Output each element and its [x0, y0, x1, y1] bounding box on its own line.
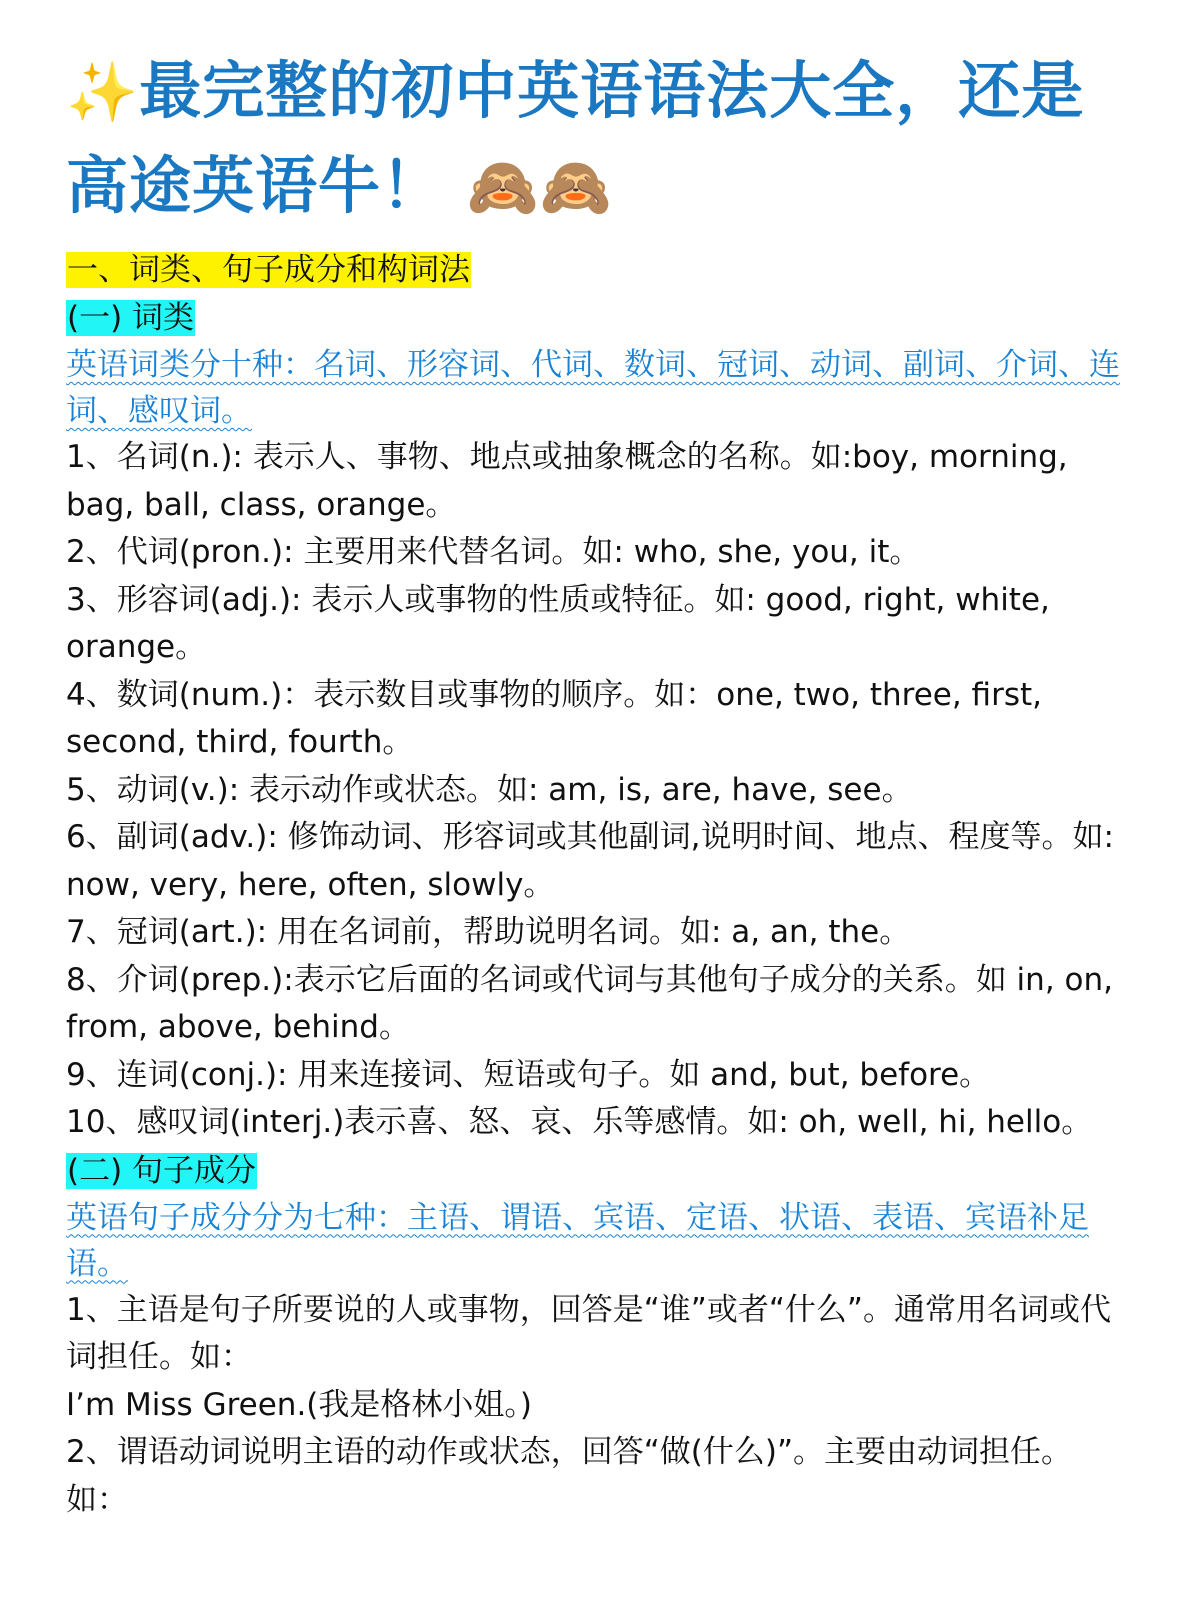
list-item: I’m Miss Green.(我是格林小姐。)	[66, 1386, 532, 1423]
word-classes-summary: 英语词类分十种：名词、形容词、代词、数词、冠词、动词、副词、介词、连词、感叹词。	[66, 347, 1120, 429]
subsection-heading-sentence-components	[66, 1147, 1134, 1195]
subsection-heading-text: (二) 句子成分	[67, 1152, 257, 1189]
list-item: 2、代词(pron.): 主要用来代替名词。如: who, she, you, it。	[66, 534, 921, 570]
sentence-components-summary: 英语句子成分分为七种：主语、谓语、宾语、定语、状语、表语、宾语补足语。	[66, 1199, 1089, 1282]
list-item: 5、动词(v.): 表示动作或状态。如: am, is, are, have, see。	[66, 771, 913, 808]
section-heading	[66, 246, 1134, 294]
list-item: 3、形容词(adj.): 表示人或事物的性质或特征。如: good, right, white, orange。	[66, 581, 1050, 665]
list-item: 6、副词(adv.): 修饰动词、形容词或其他副词,说明时间、地点、程度等。如: now, very, here, often, slowly。	[66, 819, 1114, 903]
list-item: 1、主语是句子所要说的人或事物，回答是“谁”或者“什么”。通常用名词或代词担任。如：	[66, 1291, 1111, 1375]
title-text: 最完整的初中英语语法大全，还是高途英语牛！	[66, 54, 1085, 222]
list-item: 7、冠词(art.): 用在名词前，帮助说明名词。如: a, an, the。	[66, 914, 911, 950]
list-item: 4、数词(num.)：表示数目或事物的顺序。如：one, two, three, first, second, third, fourth。	[66, 676, 1042, 760]
list-item: 1、名词(n.): 表示人、事物、地点或抽象概念的名称。如:boy, morning, bag, ball, class, orange。	[66, 439, 1068, 523]
subsection-heading-text: (一) 词类	[67, 300, 195, 336]
word-classes-list	[66, 434, 1134, 1147]
list-item: 10、感叹词(interj.)表示喜、怒、哀、乐等感情。如: oh, well, hi, hello。	[66, 1104, 1093, 1140]
subsection-heading-word-classes	[66, 294, 1134, 342]
list-item: 8、介词(prep.):表示它后面的名词或代词与其他句子成分的关系。如 in, on, from, above, behind。	[66, 961, 1113, 1045]
see-no-evil-monkey-icon: 🙈🙈	[466, 153, 614, 221]
list-item: 2、谓语动词说明主语的动作或状态，回答“做(什么)”。主要由动词担任。如：	[66, 1434, 1073, 1518]
page-title	[66, 0, 1134, 234]
sparkle-icon: ✨	[66, 58, 140, 126]
sentence-components-list	[66, 1287, 1134, 1525]
section-heading-text: 一、词类、句子成分和构词法	[67, 252, 470, 288]
list-item: 9、连词(conj.): 用来连接词、短语或句子。如 and, but, before。	[66, 1056, 991, 1093]
